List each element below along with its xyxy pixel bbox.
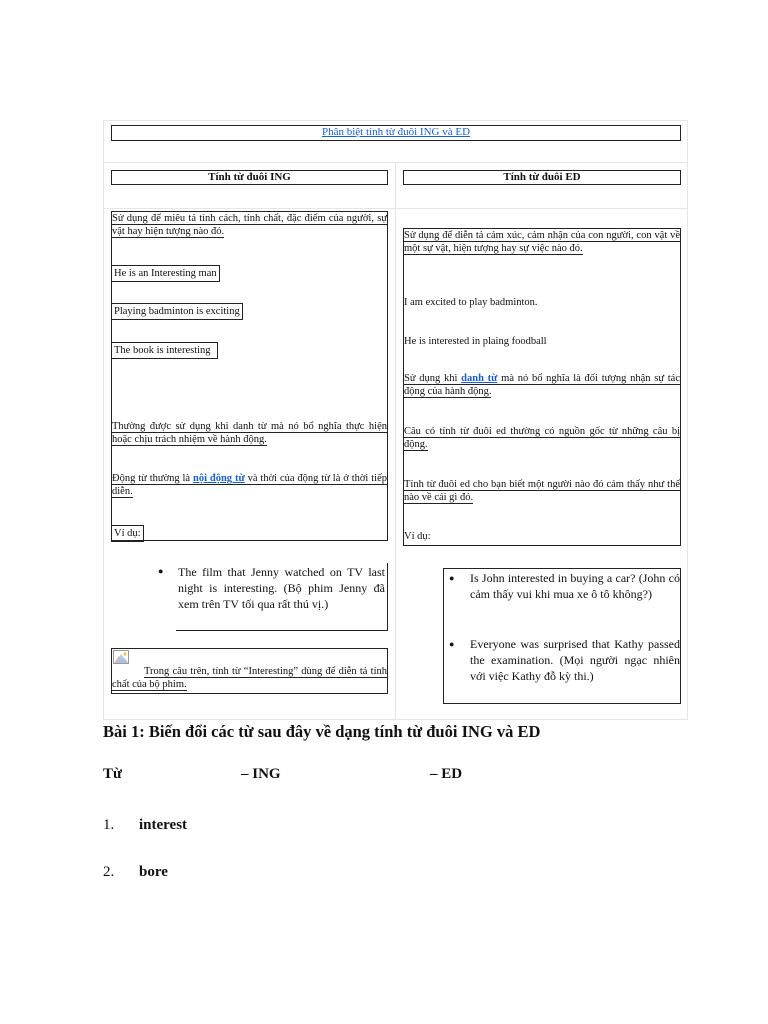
ing-example-1: He is an Interesting man [111, 265, 220, 282]
noi-dong-tu-link[interactable]: nội động từ [192, 473, 245, 484]
table-divider [395, 162, 396, 720]
ed-header: Tính từ đuôi ED [403, 170, 681, 185]
col-word-label: Từ [103, 766, 123, 782]
ed-usage-1: Sử dụng để diễn tả cảm xúc, cảm nhận của con người, con vật về một sự vật, hiện tượng hay sự việc nào đó. [404, 230, 680, 254]
bullet-icon: ● [449, 573, 455, 583]
ing-usage-3: Động từ thường là nội động từ và thời của động từ là ở thời tiếp diễn. [112, 473, 387, 497]
ing-bullet-example: The film that Jenny watched on TV last night is interesting. (Bộ phim Jenny đã xem trên TV tối qua rất thú vị.) [176, 563, 388, 631]
table-title[interactable]: Phân biệt tính từ đuôi ING và ED [321, 126, 471, 138]
ed-example-1: I am excited to play badminton. [404, 297, 538, 308]
danh-tu-link[interactable]: danh từ [461, 373, 498, 384]
ed-bullet-example-1: Is John interested in buying a car? (John có cảm thấy vui khi mua xe ô tô không?) [470, 571, 680, 601]
ing-vidu: Ví dụ: [111, 525, 144, 542]
ing-usage-1: Sử dụng để miêu tả tính cách, tính chất, đặc điểm của người, sự vật hay hiện tượng nào đó. [112, 213, 387, 237]
table-title-box [111, 125, 681, 141]
bullet-icon: ● [449, 639, 455, 649]
ed-bullet-example-2: Everyone was surprised that Kathy passed the examination. (Mọi người ngạc nhiên với việc Kathy đỗ kỳ thi.) [470, 637, 680, 683]
ed-usage-3: Câu có tính từ đuôi ed thường có nguồn gốc từ những câu bị động. [404, 426, 680, 450]
item-number: 2. [103, 864, 115, 880]
ed-usage-2: Sử dụng khi danh từ mà nó bổ nghĩa là đối tượng nhận sự tác động của hành động. [404, 373, 680, 397]
bullet-icon: ● [158, 566, 164, 576]
item-word: bore [139, 864, 168, 880]
item-number: 1. [103, 817, 115, 833]
image-placeholder-icon [113, 650, 129, 664]
ing-note: Trong câu trên, tính từ “Interesting” dùng để diễn tả tính chất của bộ phim. [112, 666, 387, 690]
item-word: interest [139, 817, 188, 833]
col-ing-label: – ING [241, 766, 281, 782]
col-ed-label: – ED [430, 766, 463, 782]
exercise-heading: Bài 1: Biến đổi các từ sau đây về dạng tính từ đuôi ING và ED [103, 722, 541, 741]
ing-example-2: Playing badminton is exciting [111, 303, 243, 320]
ed-example-2: He is interested in plaing foodball [404, 336, 547, 347]
ing-example-3: The book is interesting [111, 342, 218, 359]
ing-header: Tính từ đuôi ING [111, 170, 388, 185]
ed-vidu: Ví dụ: [404, 531, 431, 542]
ing-usage-2: Thường được sử dụng khi danh từ mà nó bổ nghĩa thực hiện hoặc chịu trách nhiệm về hành động. [112, 421, 387, 445]
ed-usage-4: Tính từ đuôi ed cho bạn biết một người nào đó cảm thấy như thế nào về cái gì đó. [404, 479, 680, 503]
